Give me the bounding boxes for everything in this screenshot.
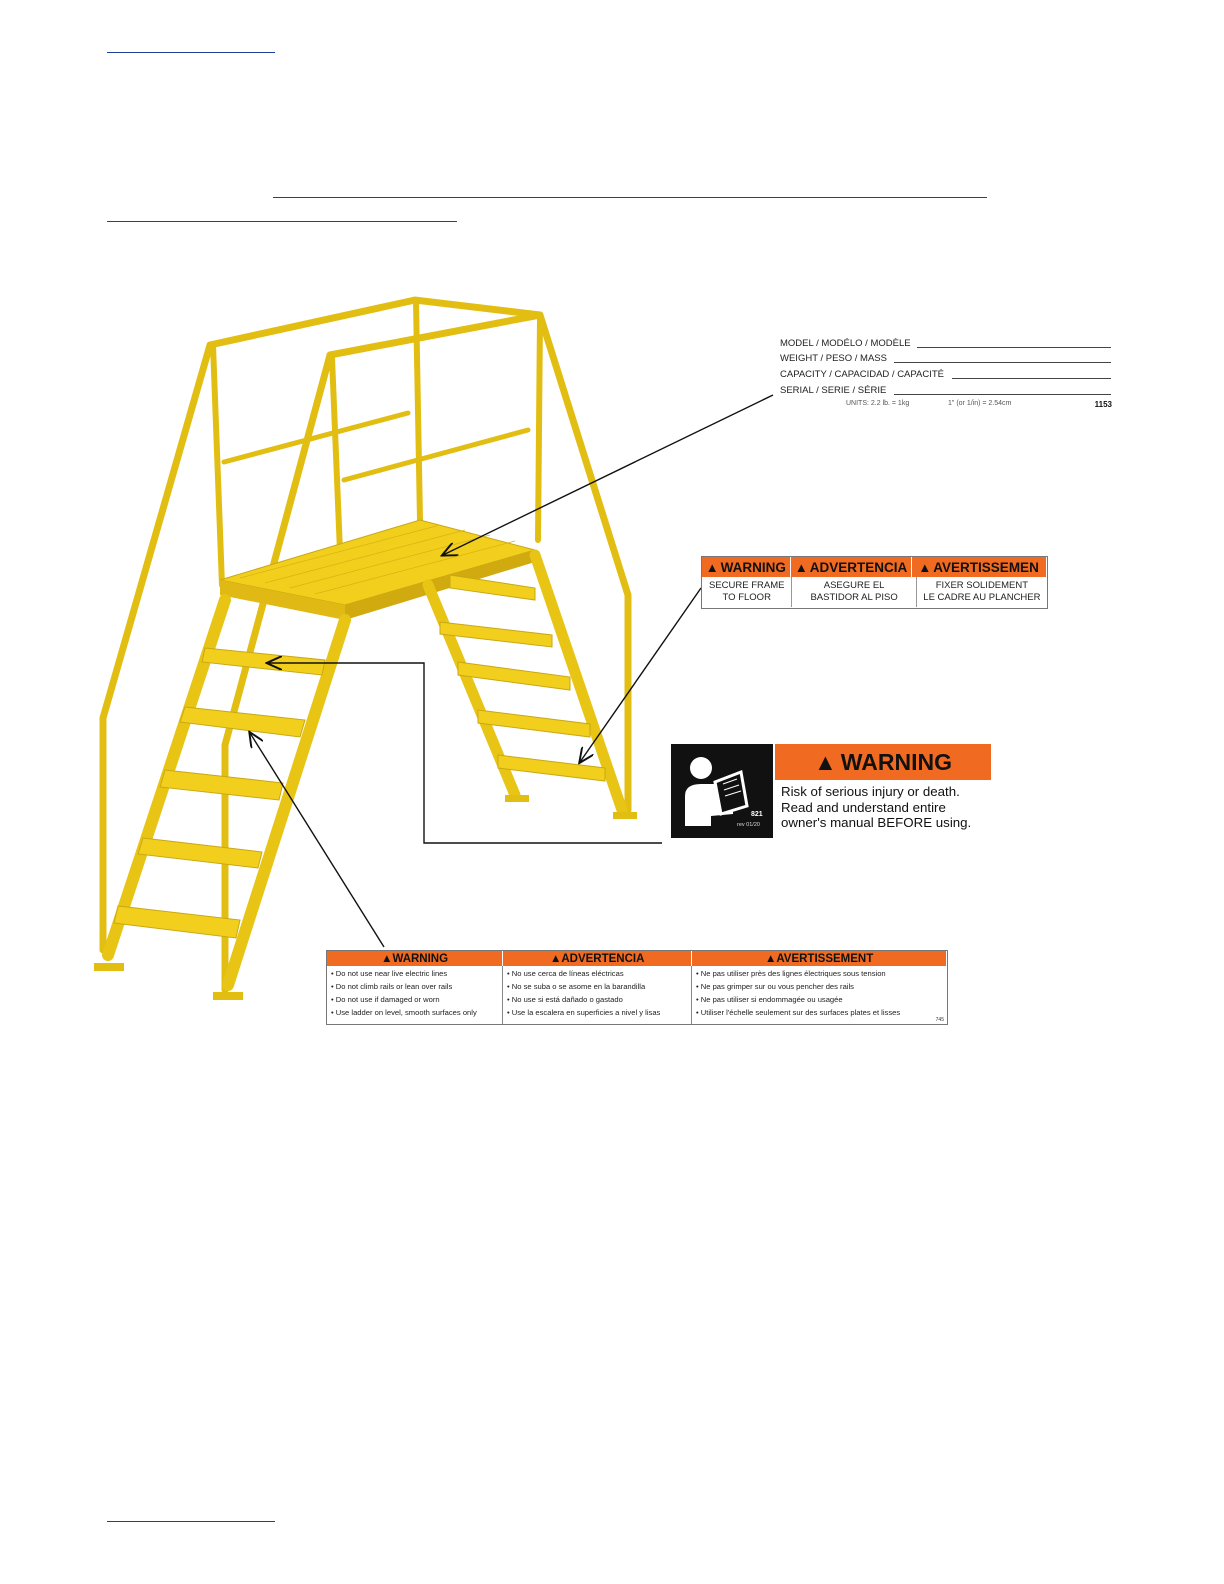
usage-item: • Ne pas utiliser près des lignes électriques sous tension	[696, 969, 886, 978]
frame-label-body-fr: FIXER SOLIDEMENT LE CADRE AU PLANCHER	[923, 580, 1041, 603]
usage-item: • No use cerca de líneas eléctricas	[507, 969, 624, 978]
manual-label-rev: rev 01/20	[737, 822, 760, 828]
usage-item: • Do not use if damaged or worn	[331, 995, 440, 1004]
warning-triangle-icon: ▲	[764, 952, 777, 965]
nameplate-label	[780, 336, 1116, 414]
frame-label-header-es: ADVERTENCIA	[809, 559, 908, 575]
warning-triangle-icon: ▲	[918, 559, 932, 575]
usage-item: • Use ladder on level, smooth surfaces only	[331, 1008, 477, 1017]
usage-label-header-fr: AVERTISSEMENT	[776, 952, 874, 965]
usage-item: • Utiliser l'échelle seulement sur des surfaces plates et lisses	[696, 1008, 901, 1017]
warning-triangle-icon: ▲	[814, 748, 837, 775]
nameplate-capacity: CAPACITY / CAPACIDAD / CAPACITÉ	[780, 369, 944, 380]
usage-item: • Use la escalera en superficies a nivel y lisas	[507, 1008, 661, 1017]
warning-triangle-icon: ▲	[705, 559, 719, 575]
usage-label-code: 745	[935, 1017, 944, 1023]
usage-label-col-fr	[692, 966, 947, 1024]
secure-frame-label	[701, 556, 1048, 609]
usage-item: • Ne pas grimper sur ou vous pencher des rails	[696, 982, 854, 991]
usage-label-col-en	[327, 966, 503, 1024]
read-manual-label	[671, 744, 991, 838]
nameplate-code: 1153	[1094, 400, 1112, 409]
usage-item: • Do not climb rails or lean over rails	[331, 982, 453, 991]
usage-label-header-en: WARNING	[392, 952, 449, 965]
usage-warning-label	[326, 950, 948, 1025]
nameplate-units: UNITS: 2.2 lb. = 1kg	[846, 400, 910, 407]
warning-triangle-icon: ▲	[381, 952, 393, 965]
usage-item: • No use si está dañado o gastado	[507, 995, 623, 1004]
usage-item: • Do not use near live electric lines	[331, 969, 448, 978]
frame-label-header-en: WARNING	[720, 559, 786, 575]
frame-label-body-es: ASEGURE EL BASTIDOR AL PISO	[792, 577, 916, 607]
arrow-frame-label	[580, 588, 701, 762]
nameplate-model: MODEL / MODÉLO / MODÈLE	[780, 338, 911, 349]
nameplate-units-length: 1" (or 1/in) = 2.54cm	[948, 400, 1012, 407]
frame-label-body-en: SECURE FRAME TO FLOOR	[702, 577, 792, 607]
frame-label-header-fr: AVERTISSEMEN	[933, 559, 1039, 575]
usage-label-col-es	[503, 966, 692, 1024]
manual-label-header: WARNING	[840, 748, 952, 775]
usage-label-header-es: ADVERTENCIA	[561, 952, 645, 965]
warning-triangle-icon: ▲	[549, 952, 562, 965]
usage-item: • Ne pas utiliser si endommagée ou usagée	[696, 995, 843, 1004]
reading-manual-icon	[671, 744, 773, 838]
manual-label-number: 821	[751, 811, 763, 818]
manual-label-text: Risk of serious injury or death. Read and understand entire owner's manual BEFORE using.	[781, 784, 972, 830]
warning-triangle-icon: ▲	[794, 559, 808, 575]
nameplate-serial: SERIAL / SERIE / SÉRIE	[780, 385, 887, 396]
nameplate-weight: WEIGHT / PESO / MASS	[780, 353, 887, 364]
usage-item: • No se suba o se asome en la barandilla	[507, 982, 646, 991]
